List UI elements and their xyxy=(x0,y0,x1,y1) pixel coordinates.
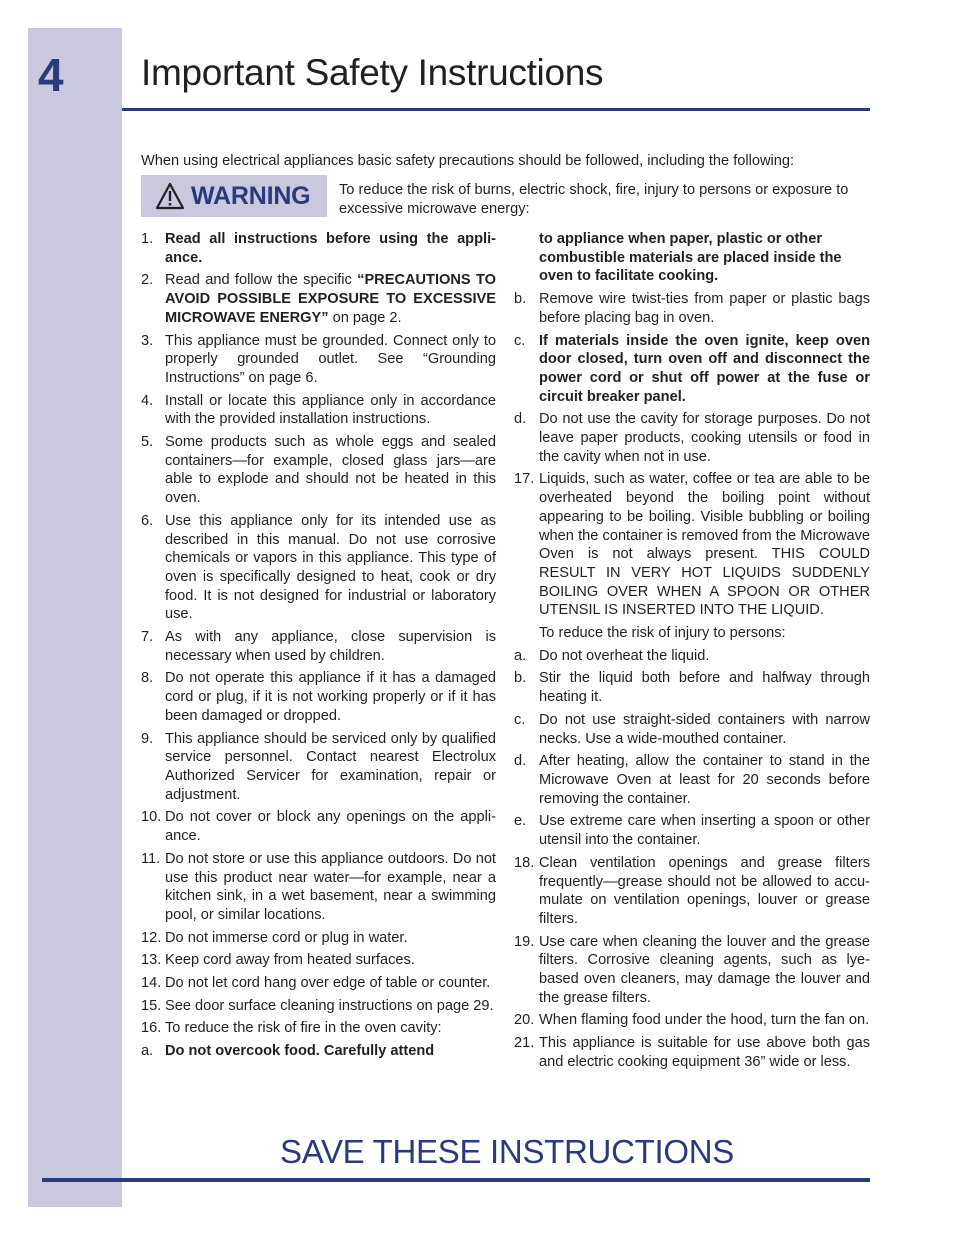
list-item xyxy=(514,470,870,620)
item-text-pre: See door surface cleaning instructions on page 29. xyxy=(165,997,494,1014)
item-text xyxy=(539,669,870,706)
warning-triangle-icon xyxy=(155,182,185,210)
list-item xyxy=(514,647,870,666)
list-item xyxy=(141,230,496,267)
item-text-pre: Do not immerse cord or plug in water. xyxy=(165,929,408,946)
item-number: a. xyxy=(514,647,527,664)
item-text xyxy=(539,752,870,808)
item-number: 10. xyxy=(141,809,162,826)
item-text xyxy=(539,410,870,466)
warning-text: To reduce the risk of burns, electric shock, fire, injury to persons or exposure to excessive microwave energy: xyxy=(339,182,849,217)
item-text-pre: Read and follow the specific xyxy=(165,272,358,289)
list-item xyxy=(514,669,870,706)
header-divider xyxy=(122,108,870,111)
item-text-pre: Do not store or use this appliance outdoors. Do not use this product near water—for example, near a kitchen sink, in a wet basement, near a swimming pool, or similar locations. xyxy=(165,850,496,923)
instructions-left-column xyxy=(141,230,496,1065)
item-text-bold: “PRECAUTIONS TO AVOID POSSIBLE EXPOSURE TO EXCESSIVE MICROWAVE ENERGY” xyxy=(165,272,496,326)
item-text xyxy=(539,290,870,327)
item-number: 19. xyxy=(514,933,535,950)
item-number: 12. xyxy=(141,929,162,946)
item-text-bold: to appliance when paper, plastic or other combustible materials are placed inside the oven to facilitate cooking. xyxy=(539,231,842,285)
list-item xyxy=(141,1019,496,1038)
item-text-pre: To reduce the risk of injury to persons: xyxy=(539,625,786,642)
item-text-pre: Liquids, such as water, coffee or tea are able to be overheated beyond the boiling point without appearing to be boiling. Visible bubbling or boiling when the container is removed from the Microwave Oven is not always present. THIS COULD RESULT IN VERY HOT LIQUIDS SUDDENLY BOILING OVER WHEN A SPOON OR OTHER UTENSIL IS INSERTED INTO THE LIQUID. xyxy=(539,471,870,619)
warning-badge xyxy=(141,175,327,217)
list-item xyxy=(141,808,496,845)
intro-text: When using electrical appliances basic safety precautions should be followed, including the following: xyxy=(141,153,795,169)
item-text xyxy=(165,271,496,327)
item-text xyxy=(165,730,496,805)
item-number: 5. xyxy=(141,434,154,451)
item-number: 18. xyxy=(514,854,535,871)
item-number: 3. xyxy=(141,332,154,349)
item-text xyxy=(539,854,870,929)
item-number: 21. xyxy=(514,1035,535,1052)
item-text-pre: When flaming food under the hood, turn the fan on. xyxy=(539,1012,870,1029)
list-item xyxy=(514,230,870,286)
instructions-right-column xyxy=(514,230,870,1076)
list-item xyxy=(141,433,496,508)
item-text xyxy=(539,231,842,284)
item-text-pre: Use this appliance only for its intended use as described in this manual. Do not use corrosive chemicals or vapors in this appliance. This type of oven is specifically designed to heat, cook or dry food. It is not designed for industrial or laboratory use. xyxy=(165,512,496,623)
item-text-pre: Do not cover or block any openings on the appliance. xyxy=(165,809,496,845)
item-number: 14. xyxy=(141,975,162,992)
item-text xyxy=(539,470,870,620)
item-text xyxy=(165,392,496,429)
item-number: a. xyxy=(141,1043,154,1060)
item-text xyxy=(165,332,496,388)
list-item xyxy=(514,290,870,327)
item-text xyxy=(539,332,870,407)
list-item xyxy=(141,850,496,925)
list-item xyxy=(141,512,496,624)
item-number: 11. xyxy=(141,850,161,867)
item-text-pre: Remove wire twist-ties from paper or plastic bags before placing bag in oven. xyxy=(539,291,870,326)
item-number: b. xyxy=(514,291,527,308)
item-number: d. xyxy=(514,411,527,428)
item-text-pre: Do not use straight-sided containers with narrow necks. Use a wide-mouthed container. xyxy=(539,711,870,747)
item-text-pre: To reduce the risk of fire in the oven cavity: xyxy=(165,1020,442,1037)
page-title: Important Safety Instructions xyxy=(141,52,604,93)
item-number: d. xyxy=(514,753,527,770)
page-number: 4 xyxy=(38,49,64,101)
list-item xyxy=(141,730,496,805)
item-text xyxy=(165,1042,496,1061)
list-item xyxy=(514,332,870,407)
item-text xyxy=(539,1011,870,1030)
item-text-pre: After heating, allow the container to stand in the Microwave Oven at least for 20 seconds before removing the container. xyxy=(539,753,870,807)
item-number: c. xyxy=(514,711,526,728)
item-text xyxy=(539,1034,870,1071)
item-text xyxy=(165,669,496,725)
item-text xyxy=(165,628,496,665)
item-number: 7. xyxy=(141,629,154,646)
item-text-pre: Clean ventilation openings and grease filters frequently—grease should not be allowed to accumulate on ventilation openings, louver or grease filters. xyxy=(539,854,870,927)
item-text xyxy=(539,625,786,641)
item-text xyxy=(165,951,496,970)
item-text xyxy=(165,433,496,508)
list-item xyxy=(514,854,870,929)
item-text xyxy=(539,812,870,849)
item-text-bold: Do not overcook food. Carefully attend xyxy=(165,1043,435,1060)
item-number: 13. xyxy=(141,952,162,969)
item-text-pre: Do not operate this appliance if it has a damaged cord or plug, if it is not working properly or if it has been damaged or dropped. xyxy=(165,670,496,724)
item-text-pre: As with any appliance, close supervision is necessary when used by children. xyxy=(165,629,496,664)
list-item xyxy=(514,624,870,643)
list-item xyxy=(141,951,496,970)
item-text xyxy=(539,711,870,748)
item-text-bold: Read all instructions before using the appliance. xyxy=(165,231,496,266)
item-number: 17. xyxy=(514,471,535,488)
item-text-pre: Do not let cord hang over edge of table or counter. xyxy=(165,975,491,992)
item-number: 20. xyxy=(514,1012,535,1029)
item-text-pre: Use extreme care when inserting a spoon or other utensil into the container. xyxy=(539,813,870,849)
item-text-pre: Keep cord away from heated surfaces. xyxy=(165,952,415,969)
item-number: 4. xyxy=(141,392,154,409)
item-text-post: on page 2. xyxy=(328,309,402,326)
item-number: 16. xyxy=(141,1020,162,1037)
item-text-pre: Use care when cleaning the louver and the grease filters. Corrosive cleaning agents, such as lye-based oven cleaners, may damage the louver and the grease filters. xyxy=(539,933,870,1006)
list-item xyxy=(514,752,870,808)
item-text-pre: This appliance must be grounded. Connect only to properly grounded outlet. See “Grounding Instructions” on page 6. xyxy=(165,332,496,386)
item-text xyxy=(539,647,870,666)
item-text-pre: Do not overheat the liquid. xyxy=(539,647,710,664)
item-number: b. xyxy=(514,670,527,687)
item-number: c. xyxy=(514,332,526,349)
item-text-pre: This appliance is suitable for use above both gas and electric cooking equipment 36” wide or less. xyxy=(539,1035,870,1070)
list-item xyxy=(514,812,870,849)
item-text xyxy=(165,512,496,624)
item-number: 2. xyxy=(141,272,154,289)
item-text xyxy=(165,850,496,925)
item-text xyxy=(165,929,496,948)
list-item xyxy=(141,332,496,388)
list-item xyxy=(141,929,496,948)
save-instructions-title: SAVE THESE INSTRUCTIONS xyxy=(280,1133,734,1170)
item-text xyxy=(165,808,496,845)
item-text xyxy=(165,1019,496,1038)
list-item xyxy=(141,669,496,725)
item-text xyxy=(165,974,496,993)
list-item xyxy=(141,997,496,1016)
page-sidebar xyxy=(28,28,122,1207)
list-item xyxy=(514,711,870,748)
item-text-pre: Install or locate this appliance only in accordance with the provided installation instructions. xyxy=(165,392,496,428)
list-item xyxy=(514,1034,870,1071)
item-text-bold: If materials inside the oven ignite, keep oven door closed, turn oven off and disconnect the power cord or shut off power at the fuse or circuit breaker panel. xyxy=(539,332,870,405)
item-number: 15. xyxy=(141,997,162,1014)
list-item xyxy=(514,1011,870,1030)
list-item xyxy=(141,974,496,993)
item-number: 6. xyxy=(141,512,154,529)
item-text-pre: Do not use the cavity for storage purposes. Do not leave paper products, cooking utensils or food in the cavity when not in use. xyxy=(539,411,870,465)
warning-label: WARNING xyxy=(191,181,311,210)
list-item xyxy=(141,628,496,665)
item-text xyxy=(165,997,496,1016)
item-text-pre: Stir the liquid both before and halfway through heating it. xyxy=(539,670,870,706)
footer-divider xyxy=(42,1178,870,1182)
list-item xyxy=(141,271,496,327)
list-item xyxy=(141,1042,496,1061)
item-number: 1. xyxy=(141,231,154,247)
item-number: 8. xyxy=(141,670,154,687)
item-number: 9. xyxy=(141,730,154,747)
list-item xyxy=(141,392,496,429)
item-text-pre: Some products such as whole eggs and sealed containers—for example, closed glass jars—are able to explode and should not be heated in this oven. xyxy=(165,434,496,507)
item-text xyxy=(165,230,496,267)
list-item xyxy=(514,410,870,466)
list-item xyxy=(514,933,870,1008)
item-text xyxy=(539,933,870,1008)
item-text-pre: This appliance should be serviced only by qualified service personnel. Contact nearest Electrolux Authorized Servicer for examination, repair or adjustment. xyxy=(165,730,496,803)
item-number: e. xyxy=(514,813,527,830)
